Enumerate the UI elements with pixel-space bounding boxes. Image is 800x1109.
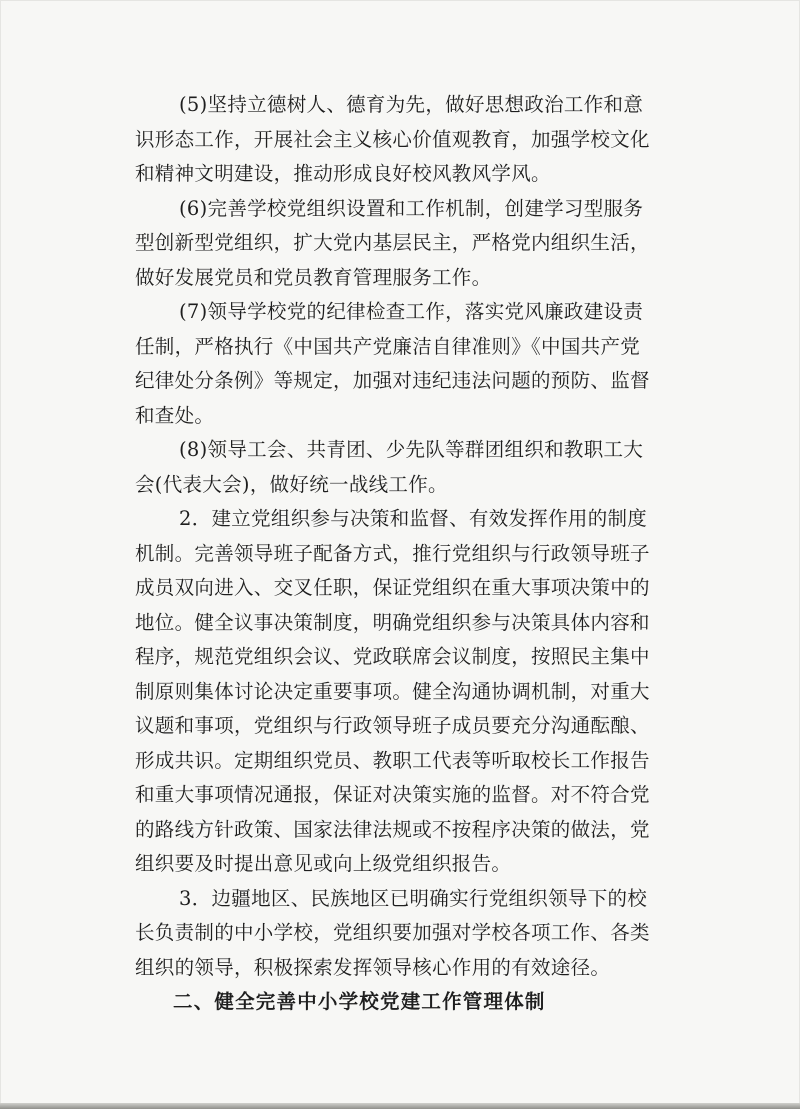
text-line: 形成共识。定期组织党员、教职工代表等听取校长工作报告 <box>135 748 650 772</box>
text-line: 2．建立党组织参与决策和监督、有效发挥作用的制度 <box>179 507 648 530</box>
text-line: 程序，规范党组织会议、党政联席会议制度，按照民主集中 <box>135 645 650 668</box>
page-bottom-edge <box>0 1103 800 1109</box>
text-line: 识形态工作，开展社会主义核心价值观教育，加强学校文化 <box>135 127 650 151</box>
text-line: 成员双向进入、交叉任职，保证党组织在重大事项决策中的 <box>135 576 650 599</box>
text-line: 长负责制的中小学校，党组织要加强对学校各项工作、各类 <box>135 921 650 944</box>
text-line: 地位。健全议事决策制度，明确党组织参与决策具体内容和 <box>135 610 650 634</box>
text-line: 制原则集体讨论决定重要事项。健全沟通协调机制，对重大 <box>135 679 650 703</box>
text-line: 3．边疆地区、民族地区已明确实行党组织领导下的校 <box>179 886 648 910</box>
text-line: 任制，严格执行《中国共产党廉洁自律准则》《中国共产党 <box>135 334 641 358</box>
text-line: 型创新型党组织，扩大党内基层民主，严格党内组织生活， <box>135 231 650 254</box>
paragraph-5 <box>135 88 695 192</box>
section-heading: 二、健全完善中小学校党建工作管理体制 <box>173 990 546 1013</box>
text-line: (6)完善学校党组织设置和工作机制，创建学习型服务 <box>179 196 644 220</box>
text-line: (8)领导工会、共青团、少先队等群团组织和教职工大 <box>179 438 644 461</box>
paragraph-8 <box>135 433 695 502</box>
text-line: 机制。完善领导班子配备方式，推行党组织与行政领导班子 <box>135 541 650 565</box>
text-line: 和重大事项情况通报，保证对决策实施的监督。对不符合党 <box>135 783 650 806</box>
text-line: 会(代表大会)，做好统一战线工作。 <box>135 472 448 496</box>
text-line: 纪律处分条例》等规定，加强对违纪违法问题的预防、监督 <box>135 369 650 392</box>
text-line: (5)坚持立德树人、德育为先，做好思想政治工作和意 <box>179 93 644 116</box>
section-heading-wrap <box>135 985 695 1020</box>
document-body <box>135 88 695 1020</box>
paragraph-item-2 <box>135 502 695 882</box>
text-line: 和精神文明建设，推动形成良好校风教风学风。 <box>135 162 551 185</box>
text-line: 的路线方针政策、国家法律法规或不按程序决策的做法，党 <box>135 817 650 841</box>
text-line: 议题和事项，党组织与行政领导班子成员要充分沟通酝酿、 <box>135 714 650 737</box>
text-line: (7)领导学校党的纪律检查工作，落实党风廉政建设责 <box>179 300 644 323</box>
text-line: 组织的领导，积极探索发挥领导核心作用的有效途径。 <box>135 955 611 979</box>
text-line: 组织要及时提出意见或向上级党组织报告。 <box>135 852 512 875</box>
paragraph-item-3 <box>135 882 695 986</box>
text-line: 做好发展党员和党员教育管理服务工作。 <box>135 265 492 289</box>
paragraph-6 <box>135 192 695 296</box>
paragraph-7 <box>135 295 695 433</box>
text-line: 和查处。 <box>135 403 215 427</box>
